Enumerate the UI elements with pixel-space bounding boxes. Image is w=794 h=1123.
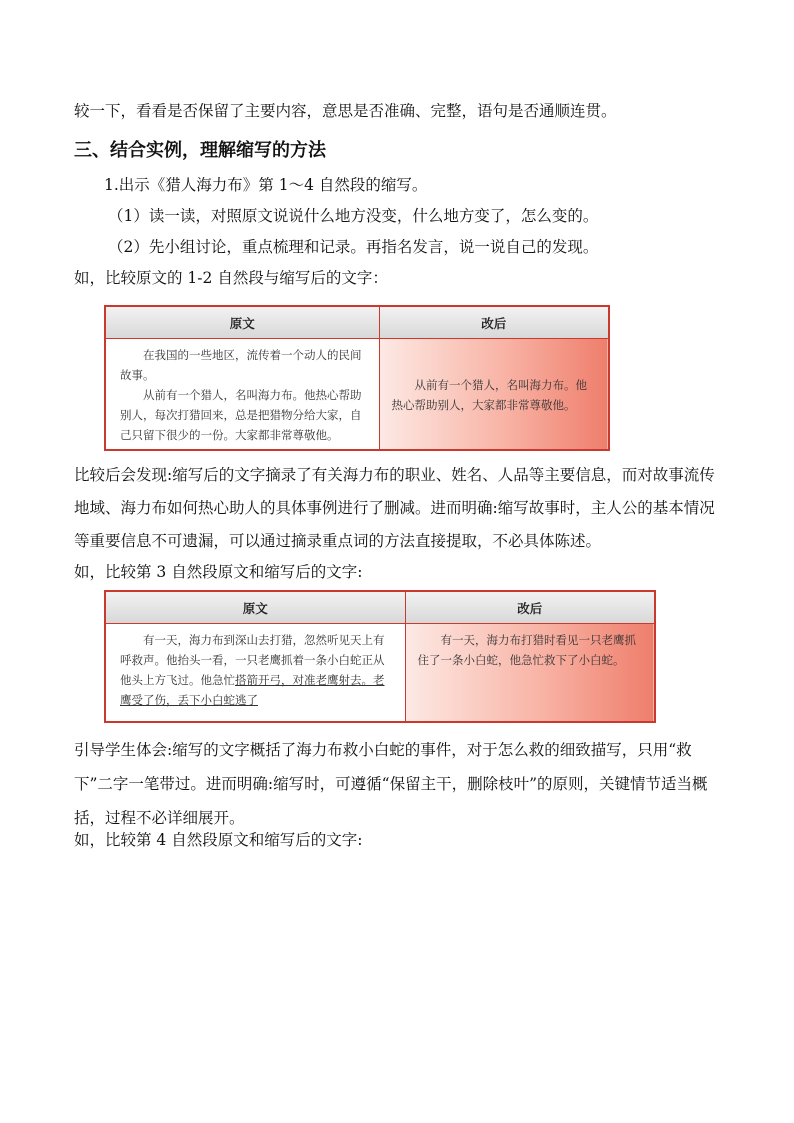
comparison-table-1 [104,305,610,451]
header-revised: 改后 [379,306,609,339]
revised-text-cell [405,624,655,722]
original-plain-text: 有一天，海力布到深山去打猎，忽然听见天上有呼救声。他抬头一看，一只老鹰抓着一条小白蛇正从他头上方飞过。他急忙 [120,633,385,687]
comparison-table-2 [104,590,656,723]
section-heading: 三、结合实例，理解缩写的方法 [74,140,326,161]
step-1: 1.出示《猎人海力布》第 1～4 自然段的缩写。 [104,176,428,194]
intro-line: 较一下，看看是否保留了主要内容，意思是否准确、完整，语句是否通顺连贯。 [74,102,617,120]
header-revised: 改后 [405,591,655,624]
finding-2: 引导学生体会:缩写的文字概括了海力布救小白蛇的事件，对于怎么救的细致描写，只用“救下”二字一笔带过。进而明确:缩写时，可遵循“保留主干，删除枝叶”的原则，关键情节适当概括，过程不必详细展开。 [74,741,708,827]
original-underlined-text: 搭箭开弓，对准老鹰射去。老鹰受了伤，丢下小白蛇逃了 [120,673,385,707]
example-2-intro: 如，比较第 3 自然段原文和缩写后的文字: [74,563,363,581]
original-paragraph: 从前有一个猎人，名叫海力布。他热心帮助别人，每次打猎回来，总是把猎物分给大家，自己只留下很少的一份。大家都非常尊敬他。 [120,388,362,442]
revised-text-cell [379,339,609,451]
step-1-sub-2: （2）先小组讨论，重点梳理和记录。再指名发言，说一说自己的发现。 [108,238,599,256]
example-1-intro: 如，比较原文的 1-2 自然段与缩写后的文字： [74,269,388,287]
example-3-intro: 如，比较第 4 自然段原文和缩写后的文字: [74,831,363,849]
original-paragraph [120,630,395,710]
original-text-cell [105,624,405,722]
revised-paragraph: 从前有一个猎人，名叫海力布。他热心帮助别人，大家都非常尊敬他。 [391,378,587,412]
finding-1: 比较后会发现:缩写后的文字摘录了有关海力布的职业、姓名、人品等主要信息，而对故事流传地域、海力布如何热心助人的具体事例进行了删减。进而明确:缩写故事时，主人公的基本情况等重要信息不可遗漏，可以通过摘录重点词的方法直接提取，不必具体陈述。 [74,466,715,550]
revised-paragraph: 有一天，海力布打猎时看见一只老鹰抓住了一条小白蛇，他急忙救下了小白蛇。 [417,633,636,667]
step-1-sub-1: （1）读一读，对照原文说说什么地方没变，什么地方变了，怎么变的。 [108,207,599,225]
original-text-cell [105,339,379,451]
original-paragraph: 在我国的一些地区，流传着一个动人的民间故事。 [120,348,362,382]
header-original: 原文 [105,306,379,339]
header-original: 原文 [105,591,405,624]
